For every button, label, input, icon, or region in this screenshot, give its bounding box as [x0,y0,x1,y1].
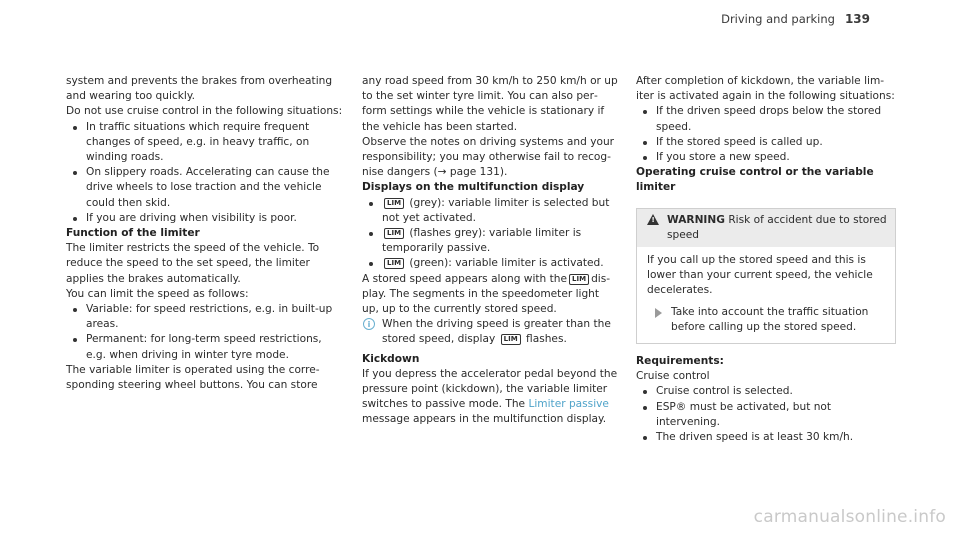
limit-as-paragraph: You can limit the speed as follows: [66,287,249,300]
observe-paragraph: Observe the notes on driving systems and your responsibility; you may otherwise fail to recognise dangers (→ page 131). [362,135,615,179]
list-item: If the stored speed is called up. [636,135,896,150]
column-2 [362,74,618,428]
intro-paragraph: system and prevents the brakes from overheating and wearing too quickly. [66,75,333,103]
lim-icon: LIM [384,198,404,209]
warning-body: If you call up the stored speed and this is lower than your current speed, the vehicle decelerates. Take into account the traffic situation before calling up the stored speed. [637,247,895,343]
do-not-use-paragraph: Do not use cruise control in the following situations: [66,105,343,118]
list-item: LIM (flashes grey): variable limiter is temporarily passive. [362,226,618,256]
heading-requirements: Requirements: [636,355,724,368]
list-item: If the driven speed drops below the stored speed. [636,104,896,134]
lim-display-list [362,196,618,272]
limit-list [66,302,344,363]
watermark: carmanualsonline.info [753,507,946,527]
list-item: The driven speed is at least 30 km/h. [636,430,896,445]
after-kickdown-list [636,104,896,165]
heading-function-limiter: Function of the limiter [66,227,200,240]
warning-step: Take into account the traffic situation before calling up the stored speed. [647,305,885,335]
page-number: 139 [844,12,870,26]
heading-kickdown: Kickdown [362,352,420,365]
list-item: On slippery roads. Accelerating can cause the drive wheels to lose traction and the vehicle could then skid. [66,165,344,211]
list-item: Cruise control is selected. [636,384,896,399]
list-item: Variable: for speed restrictions, e.g. in built-up areas. [66,302,344,332]
variable-limiter-paragraph: The variable limiter is operated using the corresponding steering wheel buttons. You can store [66,363,320,392]
lim-icon: LIM [384,258,404,269]
lim-icon: LIM [384,228,404,239]
step-arrow-icon [655,308,662,318]
list-item: If you are driving when visibility is poor. [66,211,344,226]
limiter-passive-link[interactable]: Limiter passive [528,398,609,411]
warning-box [636,208,896,344]
warning-title: WARNING [667,213,725,226]
page-header [721,12,870,26]
list-item: LIM (green): variable limiter is activated. [362,256,618,271]
warning-icon: ! [647,214,659,225]
after-kickdown-paragraph: After completion of kickdown, the variable limiter is activated again in the following situations: [636,75,895,103]
info-icon: i [363,318,375,330]
warning-subtitle: Risk of accident due to stored speed [667,213,887,241]
stored-speed-paragraph: A stored speed appears along with the LIM display. The segments in the speedometer light up, up to the currently stored speed. [362,272,611,316]
info-note: i When the driving speed is greater than the stored speed, display LIM flashes. [362,317,618,347]
list-item: If you store a new speed. [636,150,896,165]
situations-list [66,120,344,226]
lim-icon: LIM [569,274,589,285]
warning-header [637,209,895,247]
column-1 [66,74,344,393]
heading-displays: Displays on the multifunction display [362,181,585,194]
list-item: ESP® must be activated, but not intervening. [636,400,896,430]
section-title: Driving and parking [721,12,835,26]
requirements-list [636,384,896,445]
limiter-paragraph: The limiter restricts the speed of the vehicle. To reduce the speed to the set speed, the limiter applies the brakes automatically. [66,242,320,285]
kickdown-paragraph: If you depress the accelerator pedal beyond the pressure point (kickdown), the variable limiter switches to passive mode. The Limiter passive message appears in the multifunction display. [362,367,618,426]
lim-icon: LIM [501,334,521,345]
heading-operating: Operating cruise control or the variable limiter [636,166,874,194]
list-item: Permanent: for long-term speed restrictions, e.g. when driving in winter tyre mode. [66,332,344,362]
cruise-control-label: Cruise control [636,370,710,383]
any-road-paragraph: any road speed from 30 km/h to 250 km/h or up to the set winter tyre limit. You can also perform settings while the vehicle is stationary if the vehicle has been started. [362,75,618,133]
list-item: LIM (grey): variable limiter is selected but not yet activated. [362,196,618,226]
list-item: In traffic situations which require frequent changes of speed, e.g. in heavy traffic, on winding roads. [66,120,344,166]
column-3 [636,74,896,445]
